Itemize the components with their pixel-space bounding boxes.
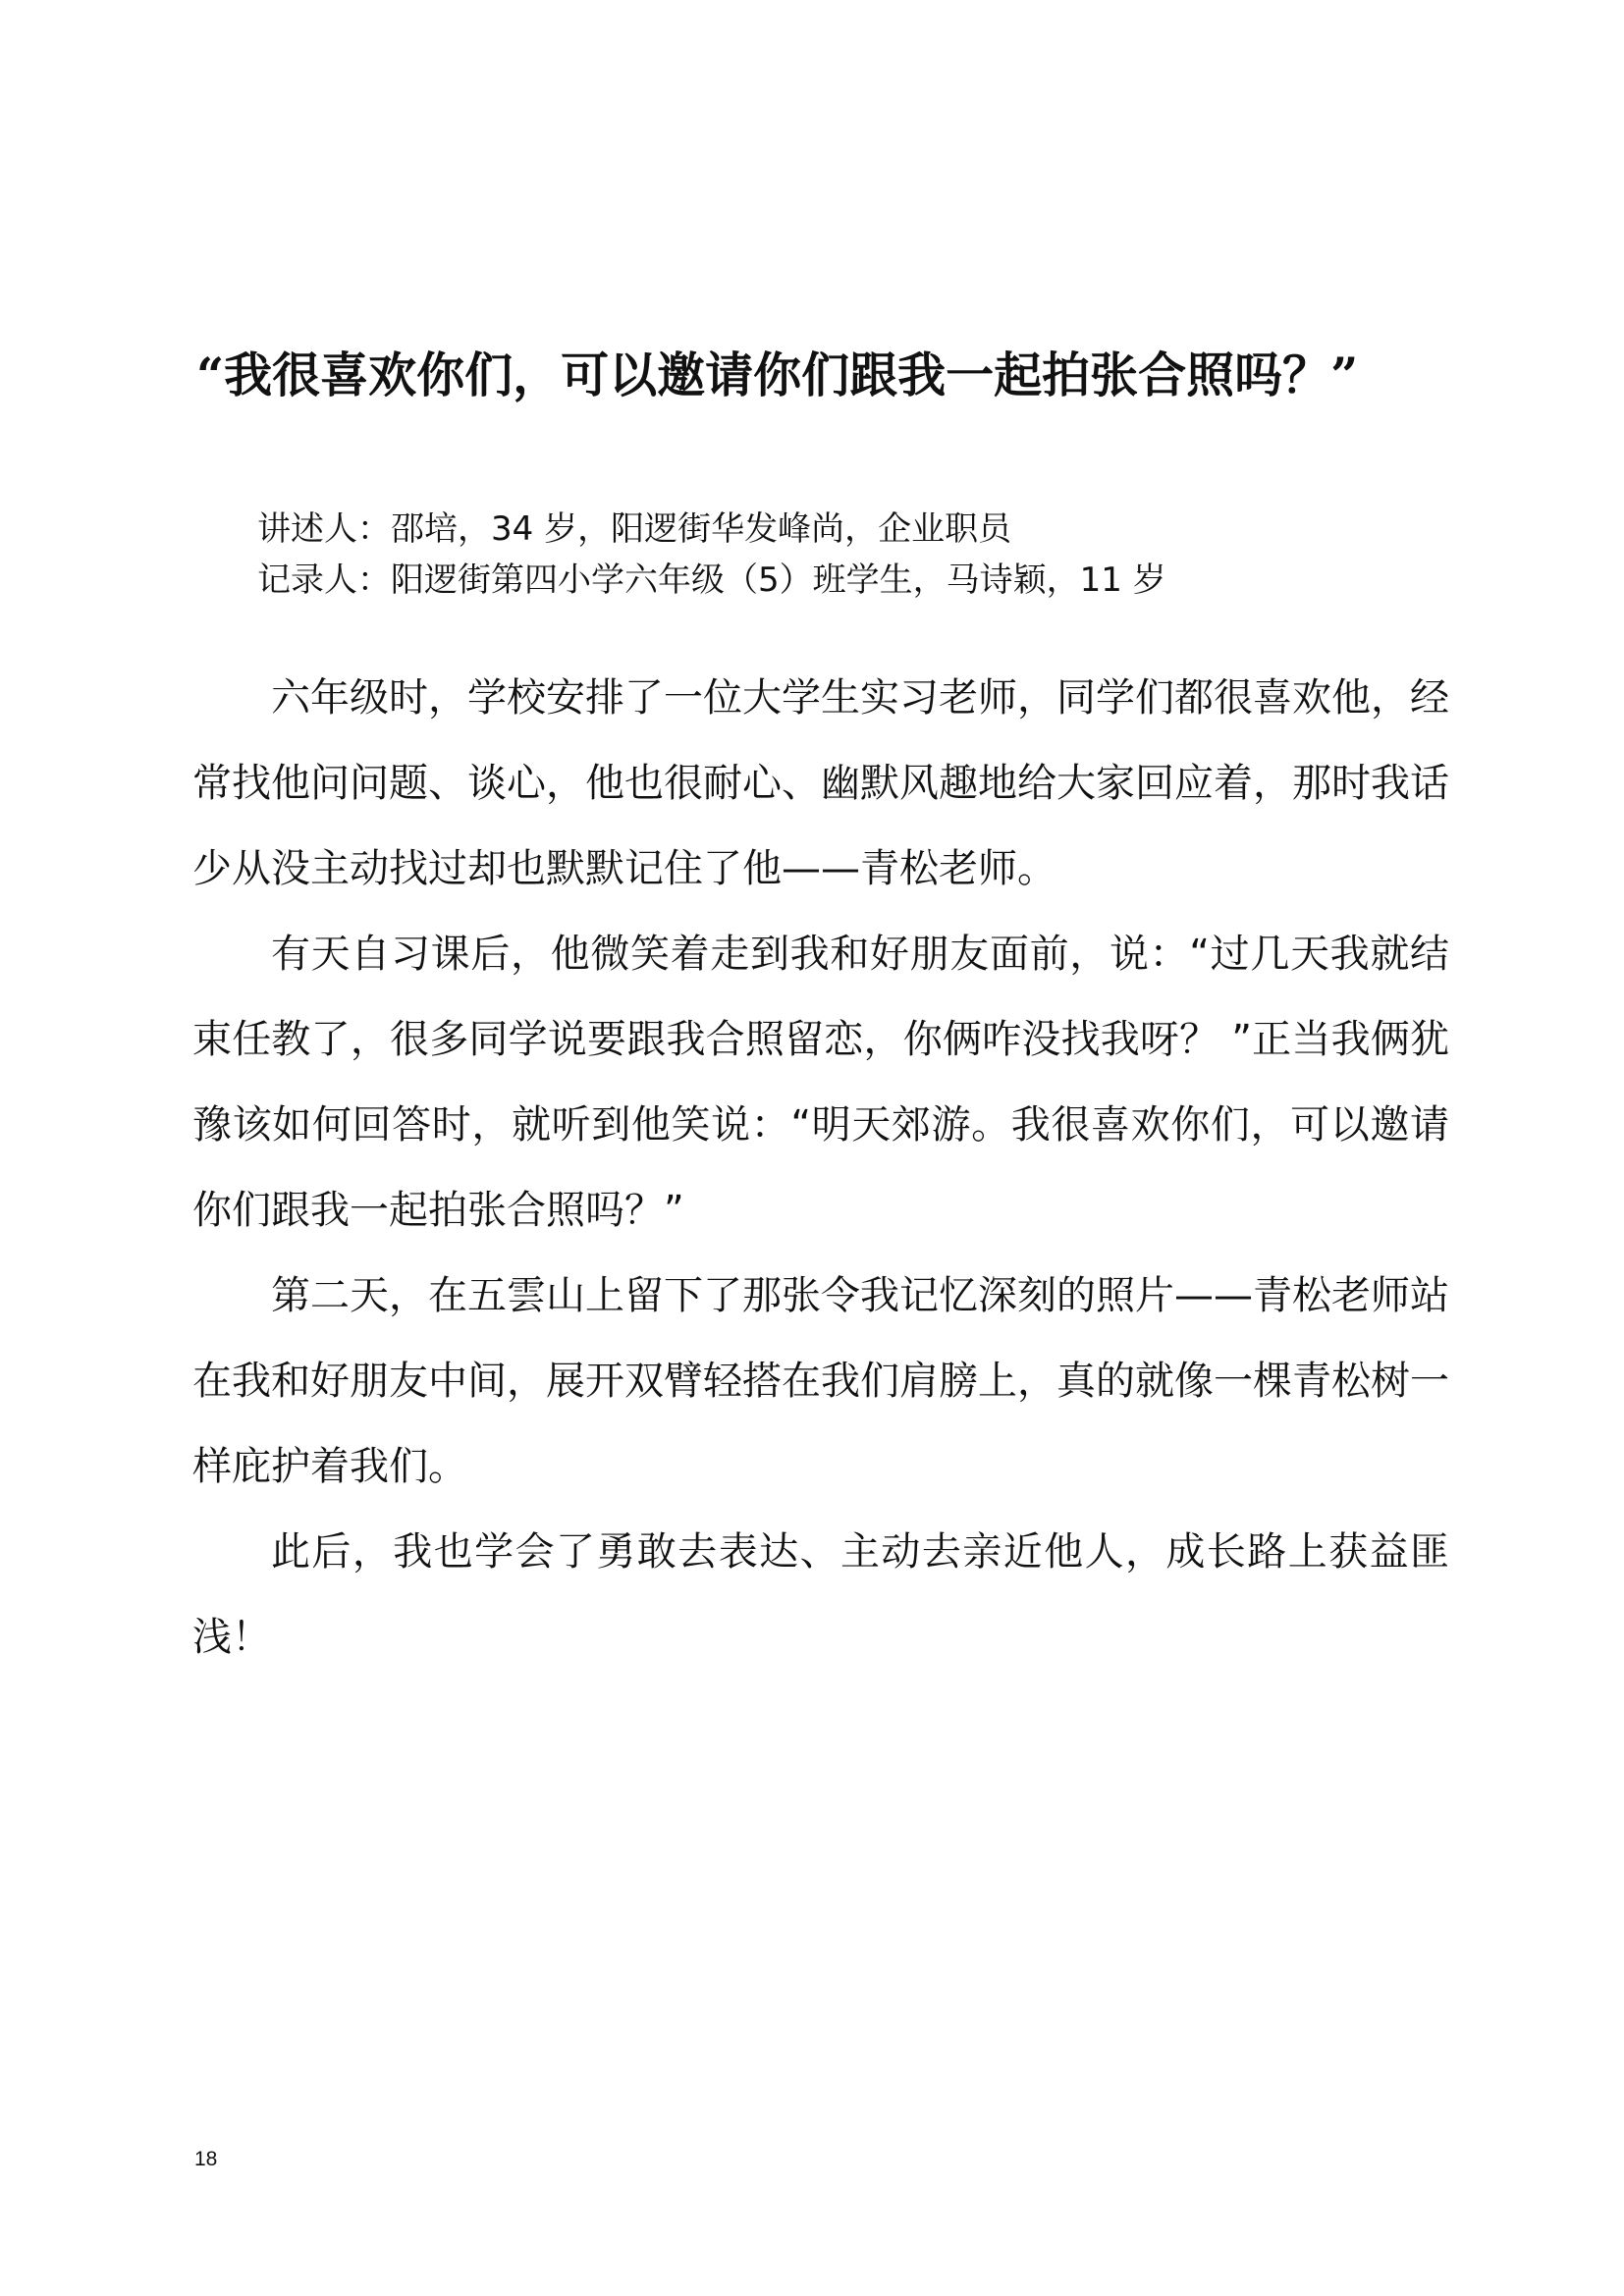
paragraph: 第二天，在五雲山上留下了那张令我记忆深刻的照片——青松老师站在我和好朋友中间，展开双臂轻搭在我们肩膀上，真的就像一棵青松树一样庇护着我们。 [192,1273,1449,1489]
recorder-line: 记录人：阳逻街第四小学六年级（5）班学生，马诗颖，11 岁 [257,561,1166,600]
paragraph: 有天自习课后，他微笑着走到我和好朋友面前，说：“过几天我就结束任教了，很多同学说要跟我合照留恋，你俩咋没找我呀？ ”正当我俩犹豫该如何回答时，就听到他笑说：“明天郊游。我很喜欢你们，可以邀请你们跟我一起拍张合照吗？” [192,932,1449,1233]
paragraph: 六年级时，学校安排了一位大学生实习老师，同学们都很喜欢他，经常找他问问题、谈心，他也很耐心、幽默风趣地给大家回应着，那时我话少从没主动找过却也默默记住了他——青松老师。 [192,675,1449,891]
paragraph: 此后，我也学会了勇敢去表达、主动去亲近他人，成长路上获益匪浅！ [192,1529,1449,1660]
page-number: 18 [194,2148,218,2170]
page-title: “我很喜欢你们，可以邀请你们跟我一起拍张合照吗？” [196,347,1359,403]
narrator-line: 讲述人：邵培，34 岁，阳逻街华发峰尚，企业职员 [257,509,1012,549]
story-body [192,656,1449,1681]
